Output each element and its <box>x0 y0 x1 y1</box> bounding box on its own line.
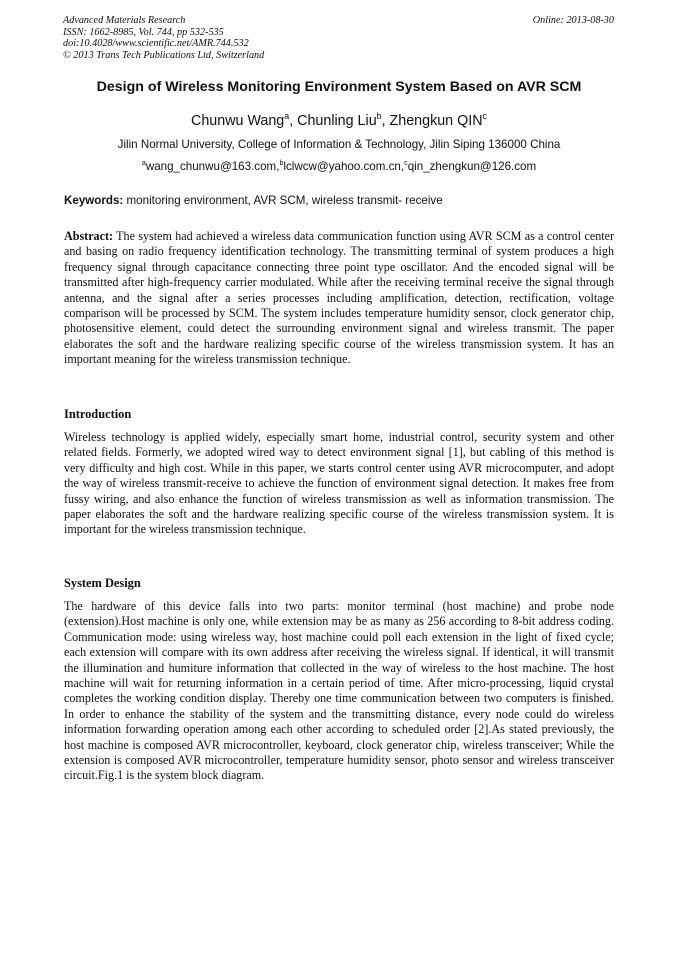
journal-name: Advanced Materials Research <box>63 15 186 26</box>
email-address[interactable]: qin_zhengkun@126.com <box>407 160 537 173</box>
email-list <box>0 160 678 173</box>
section-heading-introduction: Introduction <box>64 407 132 421</box>
email-address[interactable]: lclwcw@yahoo.com.cn <box>283 160 401 173</box>
section-heading-system-design: System Design <box>64 576 141 590</box>
email-mark: a <box>141 158 146 168</box>
keywords <box>64 194 443 207</box>
email-separator: , <box>276 160 280 173</box>
abstract-label: Abstract: <box>64 229 114 243</box>
email-separator: , <box>400 160 405 173</box>
author-list <box>0 113 678 129</box>
author-affil-mark: b <box>376 111 382 122</box>
journal-issn: ISSN: 1662-8985, Vol. 744, pp 532-535 <box>63 26 224 38</box>
author-affil-mark: c <box>482 111 487 122</box>
author-affil-mark: a <box>284 111 290 122</box>
author-name: Chunwu Wang <box>191 113 285 129</box>
affiliation: Jilin Normal University, College of Information & Technology, Jilin Siping 136000 China <box>117 138 561 151</box>
abstract <box>64 229 614 368</box>
paper-title: Design of Wireless Monitoring Environment System Based on AVR SCM <box>96 79 582 95</box>
journal-doi: doi:10.4028/www.scientific.net/AMR.744.532 <box>63 38 249 50</box>
author-name: Chunling Liu <box>297 113 377 129</box>
keywords-text: monitoring environment, AVR SCM, wireless transmit- receive <box>126 194 443 207</box>
online-date: Online: 2013-08-30 <box>532 15 614 26</box>
journal-header <box>63 15 264 61</box>
section-body-system-design: The hardware of this device falls into two parts: monitor terminal (host machine) and probe node (extension).Host machine is only one, while extension may be as many as 256 according to 8-bit address coding. Communication mode: using wireless way, host machine could poll each extension in the light of fixed cycle; each extension will compare with its own address after receiving the wireless signal. If identical, it will transmit the illumination and humiture information that collected in the way of wireless to the host machine. The host machine will wait for returning information in a certain period of time. After micro-processing, liquid crystal completes the working condition display. Thereby one time communication between two computers is finished. In order to enhance the stability of the system and the transmitting distance, every node could do wireless information forwarding operation among each other according to scheduled order [2].As stated previously, the host machine is composed AVR microcontroller, keyboard, clock generator chip, wireless transceiver; While the extension is composed AVR microcontroller, temperature humidity sensor, photo sensor and wireless transceiver circuit.Fig.1 is the system block diagram. <box>64 599 614 783</box>
author-separator: , <box>289 113 298 129</box>
author-name: Zhengkun QIN <box>389 113 483 129</box>
keywords-label: Keywords: <box>64 194 124 207</box>
journal-copyright: © 2013 Trans Tech Publications Ltd, Switzerland <box>63 49 265 61</box>
email-mark: c <box>404 158 408 168</box>
author-separator: , <box>381 113 390 129</box>
abstract-text: The system had achieved a wireless data communication function using AVR SCM as a control center and basing on radio frequency identification technology. The transmitting terminal of system produces a high frequency signal through capacitance connecting three point type oscillator. And the encoded signal will be transmitted after high-frequency carrier modulated. While after the receiving terminal receive the signal through antenna, and the signal after a series processes including amplification, detection, rectification, voltage comparison will be processed by SCM. The system includes temperature humidity sensor, clock generator chip, photosensitive element, could detect the surrounding environment signal and wireless transmit. The paper elaborates the soft and the hardware realizing specific course of the wireless transmission system. It has an important meaning for the wireless transmission technique. <box>64 229 614 367</box>
section-body-introduction: Wireless technology is applied widely, especially smart home, industrial control, security system and other related fields. Formerly, we adopted wired way to detect environment signal [1], but cabling of this method is very difficulty and high cost. While in this paper, we starts control center using AVR microcomputer, and adopt the way of wireless transmit-receive to achieve the function of environment signal detection. It makes free from fussy wiring, and also enhance the function of wireless transmission as well as information transmission. The paper elaborates the soft and the hardware realizing specific course of the wireless transmission system. It is important for the wireless transmission technique. <box>64 430 614 537</box>
email-mark: b <box>279 158 284 168</box>
email-address[interactable]: wang_chunwu@163.com <box>145 160 277 173</box>
